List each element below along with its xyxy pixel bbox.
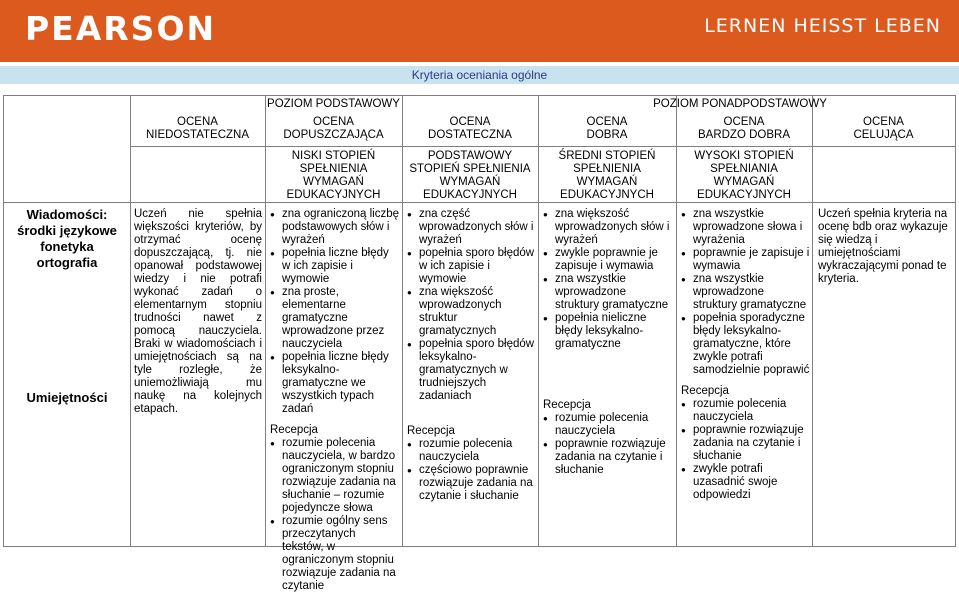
criterion-item: ● zna ograniczoną liczbę podstawowych słów i wyrażeń [270, 208, 399, 247]
criterion-item: ● popełnia liczne błędy leksykalno-gramatyczne we wszystkich typach zadań [270, 351, 399, 416]
grade-dobra [538, 116, 676, 142]
criterion-item: ● poprawnie je zapisuje i wymawia [681, 247, 810, 273]
table-top-border [3, 95, 956, 96]
table-right-border [955, 95, 956, 547]
level-line: STOPIEŃ SPEŁNIENIA [409, 163, 531, 175]
criterion-item: ● zna wszystkie wprowadzone struktury gramatyczne [543, 273, 673, 312]
group-advanced: POZIOM PONADPODSTAWOWY [653, 98, 827, 110]
cell-dopuszczajaca [270, 208, 399, 593]
grade-name: BARDZO DOBRA [697, 129, 790, 141]
level-line: SPEŁNIENIA [299, 163, 368, 175]
grade-name: DOBRA [586, 129, 628, 141]
table-bottom-border [3, 546, 956, 547]
grade-bardzo-dobra [676, 116, 812, 142]
level-basic [402, 150, 538, 202]
criterion-item: ● zna część wprowadzonych słów i wyrażeń [407, 208, 535, 247]
level-line: SPEŁNIANIA [710, 163, 778, 175]
criterion-item: ● popełnia sporadyczne błędy leksykalno-gramatyczne, które zwykle potrafi samodzielnie poprawić [681, 312, 810, 377]
cell-dostateczna [407, 208, 535, 503]
grade-label: OCENA [313, 116, 354, 128]
grade-label: OCENA [863, 116, 904, 128]
row-label-line: Wiadomości: [26, 207, 108, 222]
criterion-item: ● popełnia sporo błędów w ich zapisie i wymowie [407, 247, 535, 286]
criterion-item: ● zwykle poprawnie je zapisuje i wymawia [543, 247, 673, 273]
criterion-item: ● zna większość wprowadzonych struktur gramatycznych [407, 286, 535, 338]
table-left-border [3, 95, 4, 547]
body-divider [3, 202, 956, 203]
criterion-item: ● zna proste, elementarne gramatyczne wprowadzone przez nauczyciela [270, 286, 399, 351]
criterion-item: ● zna większość wprowadzonych słów i wyrażeń [543, 208, 673, 247]
tagline: LERNEN HEISST LEBEN [704, 15, 941, 37]
level-line: WYMAGAŃ [303, 176, 364, 188]
group-basic: POZIOM PODSTAWOWY [267, 98, 400, 110]
header-banner [0, 0, 959, 62]
row-label-skills: Umiejętności [26, 390, 108, 405]
column-divider [130, 95, 131, 547]
grade-label: OCENA [177, 116, 218, 128]
level-line: NISKI STOPIEŃ [291, 150, 376, 162]
level-low [265, 150, 402, 202]
level-line: SPEŁNIENIA [573, 163, 641, 175]
grade-name: CELUJĄCA [853, 129, 914, 141]
page-title: Kryteria oceniania ogólne [0, 66, 959, 84]
level-line: EDUKACYJNYCH [423, 189, 517, 201]
grade-celujaca [812, 116, 955, 142]
level-line: WYSOKI STOPIEŃ [694, 150, 794, 162]
grade-dostateczna [402, 116, 538, 142]
row-label-line: fonetyka [40, 239, 94, 254]
level-line: EDUKACYJNYCH [697, 189, 791, 201]
criterion-item: ● popełnia nieliczne błędy leksykalno-gramatyczne [543, 312, 673, 351]
criterion-item: ● popełnia liczne błędy w ich zapisie i wymowie [270, 247, 399, 286]
criterion-item: ● rozumie polecenia nauczyciela [543, 412, 673, 438]
row-label-knowledge [4, 207, 130, 271]
column-divider [812, 95, 813, 547]
level-medium [538, 150, 676, 202]
grade-dopuszczajaca [265, 116, 402, 142]
criterion-item: ● zwykle potrafi uzasadnić swoje odpowiedzi [681, 463, 810, 502]
recepcja-heading: Recepcja [543, 399, 591, 411]
level-line: WYMAGAŃ [713, 176, 775, 188]
criterion-item: ● rozumie polecenia nauczyciela [681, 398, 810, 424]
recepcja-heading: Recepcja [681, 385, 729, 397]
cell-dobra [543, 208, 673, 477]
level-line: ŚREDNI STOPIEŃ [558, 150, 656, 162]
criterion-item: ● zna wszystkie wprowadzone struktury gramatyczne [681, 273, 810, 312]
level-line: EDUKACYJNYCH [560, 189, 654, 201]
grade-name: DOPUSZCZAJĄCA [283, 129, 384, 141]
grade-name: NIEDOSTATECZNA [145, 129, 250, 141]
grade-label: OCENA [723, 116, 765, 128]
criterion-item: ● popełnia sporo błędów leksykalno-gramatycznych w trudniejszych zadaniach [407, 338, 535, 403]
criterion-item: ● poprawnie rozwiązuje zadania na czytanie i słuchanie [681, 424, 810, 463]
level-high [676, 150, 812, 202]
level-line: WYMAGAŃ [439, 176, 501, 188]
cell-celujaca: Uczeń spełnia kryteria na ocenę bdb oraz wykazuje się wiedzą i umiejętnościami wykraczającymi ponad te kryteria. [818, 208, 948, 285]
criterion-item: ● częściowo poprawnie rozwiązuje zadania na czytanie i słuchanie [407, 464, 535, 503]
criterion-item: ● zna wszystkie wprowadzone słowa i wyrażenia [681, 208, 810, 247]
criterion-item: ● rozumie polecenia nauczyciela, w bardzo ograniczonym stopniu rozwiązuje zadania na słuchanie – rozumie pojedyncze słowa [270, 437, 399, 515]
level-line: PODSTAWOWY [427, 150, 513, 162]
grade-label: OCENA [449, 116, 491, 128]
row-label-line: ortografia [36, 255, 98, 270]
header-divider [130, 146, 956, 147]
grade-name: DOSTATECZNA [428, 129, 512, 141]
cell-niedostateczna: Uczeń nie spełnia większości kryteriów, by otrzymać ocenę dopuszczającą, tj. nie opanował podstawowej wiedzy i nie potrafi wykonać zadań o elementarnym stopniu trudności nawet z pomocą nauczyciela. Braki w wiadomościach i umiejętnościach są na tyle rozległe, że uniemożliwiają mu naukę na kolejnych etapach. [134, 208, 262, 415]
grade-niedostateczna [130, 116, 265, 142]
criterion-item: ● rozumie polecenia nauczyciela [407, 438, 535, 464]
recepcja-heading: Recepcja [407, 425, 455, 437]
criterion-item: ● rozumie ogólny sens przeczytanych tekstów, w ograniczonym stopniu rozwiązuje zadania na czytanie [270, 515, 399, 593]
pearson-logo: PEARSON [25, 9, 217, 48]
criterion-item: ● poprawnie rozwiązuje zadania na czytanie i słuchanie [543, 438, 673, 477]
cell-bardzo-dobra [681, 208, 810, 502]
level-line: EDUKACYJNYCH [286, 189, 381, 201]
recepcja-heading: Recepcja [270, 424, 318, 436]
grade-label: OCENA [586, 116, 628, 128]
row-label-line: środki językowe [17, 223, 117, 238]
level-line: WYMAGAŃ [576, 176, 638, 188]
